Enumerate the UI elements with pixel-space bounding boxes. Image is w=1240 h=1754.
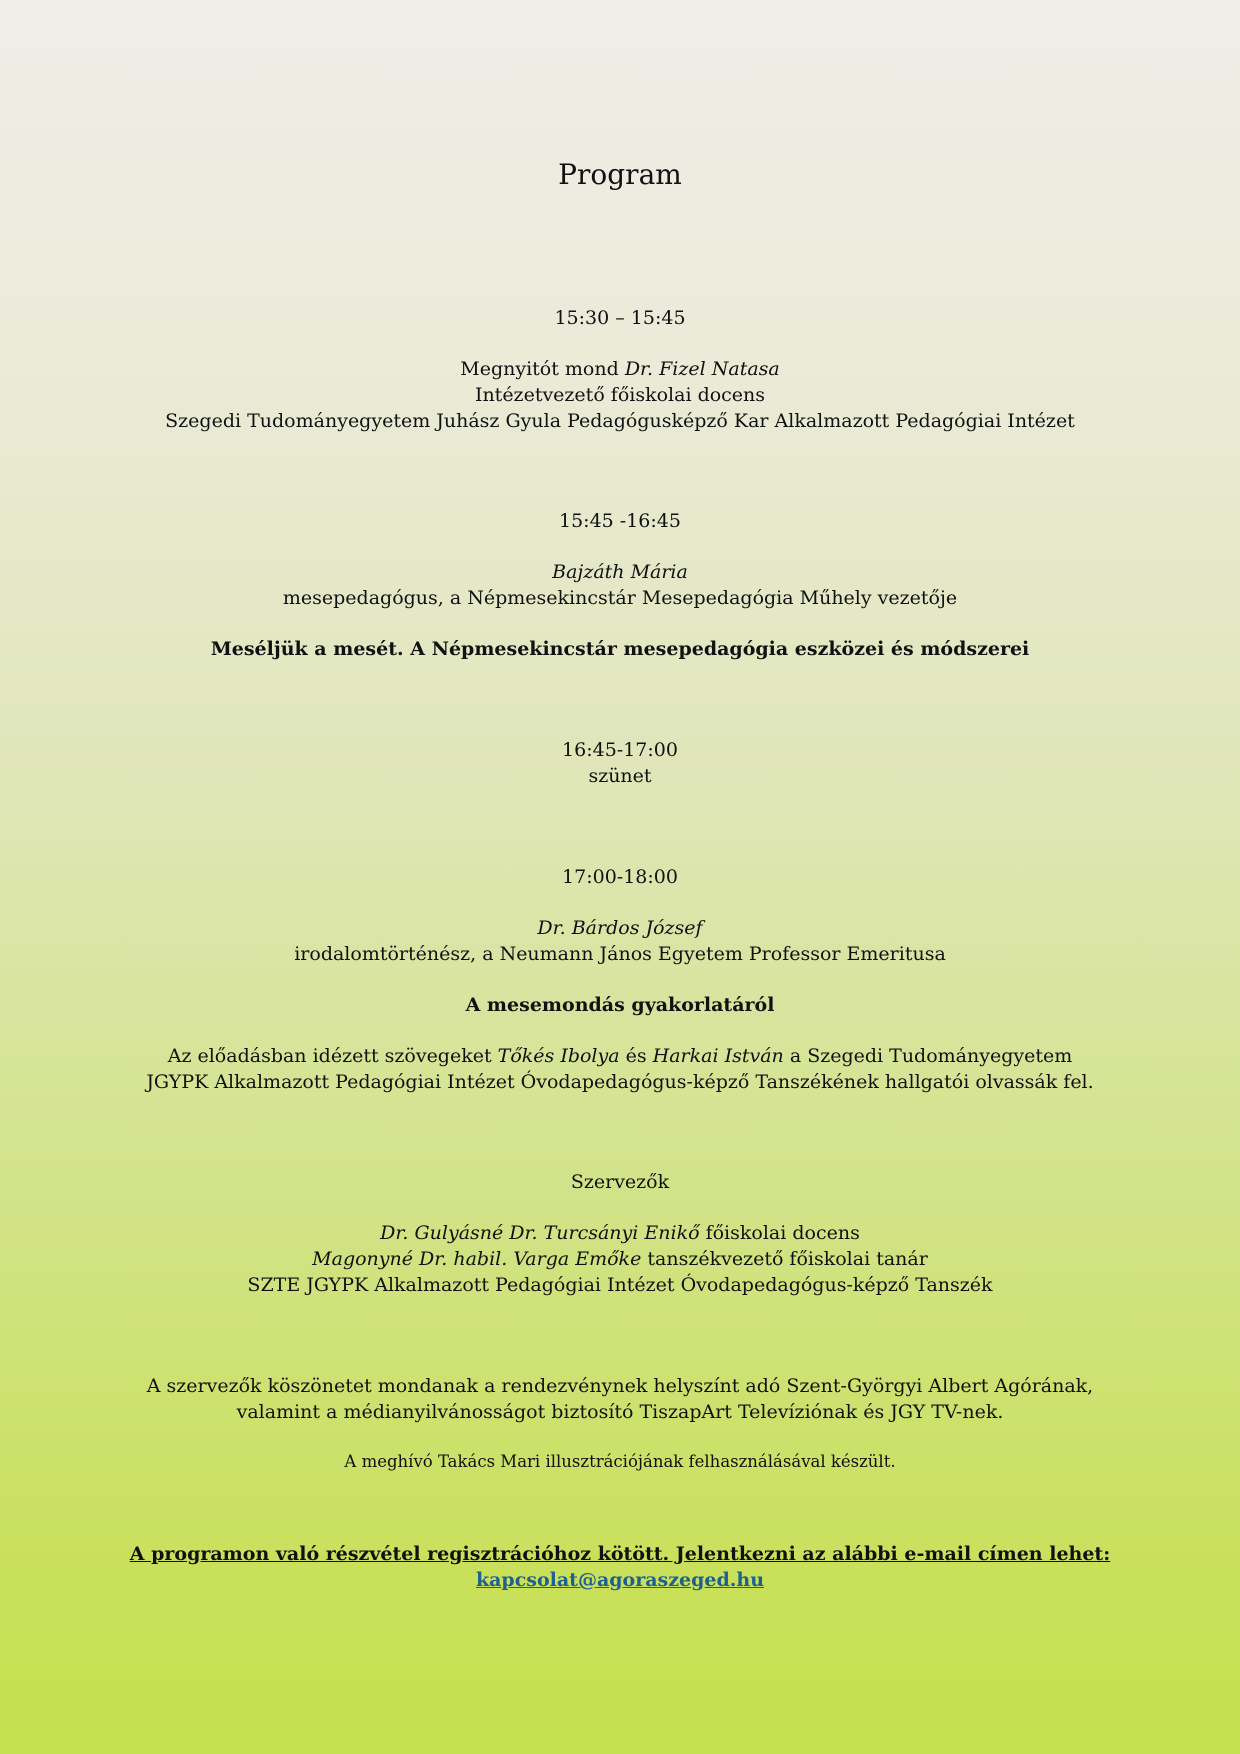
opening-institution: Szegedi Tudományegyetem Juhász Gyula Pedagógusképző Kar Alkalmazott Pedagógiai Intézet bbox=[165, 410, 1075, 432]
break-time: 16:45-17:00 bbox=[562, 739, 678, 761]
registration-email-link[interactable]: kapcsolat@agoraszeged.hu bbox=[475, 1569, 765, 1591]
talk2-speaker: Dr. Bárdos József bbox=[537, 917, 703, 939]
note-part2: a Szegedi Tudományegyetem bbox=[783, 1045, 1073, 1067]
talk1-title: Meséljük a mesét. A Népmesekincstár mesepedagógia eszközei és módszerei bbox=[210, 638, 1030, 660]
talk1-time: 15:45 -16:45 bbox=[559, 510, 681, 532]
organizer-1-name: Dr. Gulyásné Dr. Turcsányi Enikő bbox=[380, 1222, 700, 1244]
opening-prefix: Megnyitót mond bbox=[460, 358, 625, 380]
talk2-time: 17:00-18:00 bbox=[562, 866, 678, 888]
registration-text: A programon való részvétel regisztrációhoz kötött. Jelentkezni az alábbi e-mail címen lehet: bbox=[129, 1543, 1111, 1565]
talk2-title: A mesemondás gyakorlatáról bbox=[465, 994, 775, 1016]
illustration-credit: A meghívó Takács Mari illusztrációjának felhasználásával készült. bbox=[344, 1452, 896, 1471]
organizers-department: SZTE JGYPK Alkalmazott Pedagógiai Intézet Óvodapedagógus-képző Tanszék bbox=[247, 1274, 993, 1296]
note-name1: Tőkés Ibolya bbox=[497, 1045, 620, 1067]
note-and: és bbox=[619, 1045, 653, 1067]
talk1-speaker-line bbox=[0, 559, 1240, 585]
opening-role: Intézetvezető főiskolai docens bbox=[474, 384, 766, 406]
opening-speaker: Dr. Fizel Natasa bbox=[624, 358, 780, 380]
opening-speaker-line bbox=[0, 356, 1240, 382]
talk1-role: mesepedagógus, a Népmesekincstár Mesepedagógia Műhely vezetője bbox=[282, 587, 958, 609]
note-name2: Harkai István bbox=[652, 1045, 784, 1067]
page-title: Program bbox=[558, 158, 682, 191]
organizer-2 bbox=[0, 1246, 1240, 1272]
registration-text-line bbox=[0, 1541, 1240, 1567]
talk2-note-line1 bbox=[0, 1043, 1240, 1069]
organizer-1-role: főiskolai docens bbox=[699, 1222, 860, 1244]
registration-email-line bbox=[0, 1567, 1240, 1593]
organizer-2-name: Magonyné Dr. habil. Varga Emőke bbox=[312, 1248, 642, 1270]
talk2-note-line2: JGYPK Alkalmazott Pedagógiai Intézet Óvodapedagógus-képző Tanszékének hallgatói olvassák fel. bbox=[146, 1071, 1094, 1093]
note-part1: Az előadásban idézett szövegeket bbox=[167, 1045, 498, 1067]
organizer-1 bbox=[0, 1220, 1240, 1246]
thanks-line1: A szervezők köszönetet mondanak a rendezvénynek helyszínt adó Szent-Györgyi Albert Agórának, bbox=[146, 1375, 1094, 1397]
talk2-speaker-line bbox=[0, 915, 1240, 941]
break-label: szünet bbox=[588, 765, 652, 787]
talk2-role: irodalomtörténész, a Neumann János Egyetem Professor Emeritusa bbox=[294, 943, 946, 965]
organizers-heading: Szervezők bbox=[570, 1171, 670, 1193]
organizer-2-role: tanszékvezető főiskolai tanár bbox=[641, 1248, 928, 1270]
opening-time: 15:30 – 15:45 bbox=[554, 307, 686, 329]
thanks-line2: valamint a médianyilvánosságot biztosító TiszapArt Televíziónak és JGY TV-nek. bbox=[236, 1401, 1004, 1423]
talk1-speaker: Bajzáth Mária bbox=[552, 561, 688, 583]
